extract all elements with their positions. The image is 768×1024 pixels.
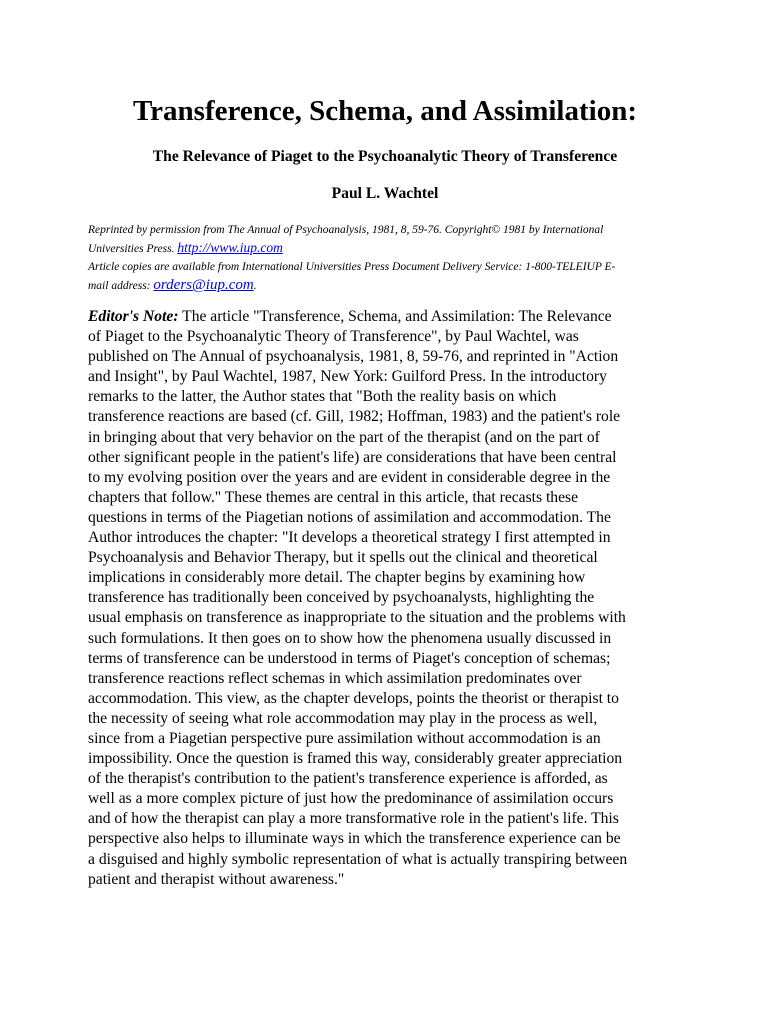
- editor-note-line: impossibility. Once the question is framed this way, considerably greater appreciation: [88, 750, 623, 768]
- editor-note-line: perspective also helps to illuminate ways in which the transference experience can be: [88, 830, 621, 848]
- editor-note-line: of Piaget to the Psychoanalytic Theory of Transference", by Paul Wachtel, was: [88, 328, 579, 346]
- document-title: Transference, Schema, and Assimilation:: [132, 95, 637, 127]
- reprint-line-2-text: Universities Press.: [88, 243, 178, 255]
- editor-note-line: Psychoanalysis and Behavior Therapy, but it spells out the clinical and theoretical: [88, 549, 598, 567]
- editor-note-line: published on The Annual of psychoanalysis, 1981, 8, 59-76, and reprinted in "Action: [88, 348, 619, 366]
- editor-note-line: transference has traditionally been conceived by psychoanalysts, highlighting the: [88, 589, 595, 607]
- editor-note-line: implications in considerably more detail. The chapter begins by examining how: [88, 569, 586, 587]
- editor-note-line: usual emphasis on transference as inappropriate to the situation and the problems with: [88, 609, 626, 627]
- editor-note-line: transference reactions are based (cf. Gill, 1982; Hoffman, 1983) and the patient's role: [88, 408, 621, 426]
- editor-note-line: in bringing about that very behavior on the part of the therapist (and on the part of: [88, 428, 600, 446]
- editor-note-line: accommodation. This view, as the chapter develops, points the theorist or therapist to: [88, 689, 619, 707]
- editor-note-line: other significant people in the patient's life) are considerations that have been central: [88, 448, 617, 466]
- editor-note-line: patient and therapist without awareness.": [88, 870, 345, 888]
- editor-note-text: The article "Transference, Schema, and Assimilation: The Relevance: [178, 308, 612, 325]
- reprint-line-4-suffix: .: [253, 280, 257, 292]
- editor-note-line: to my evolving position over the years and are evident in considerable degree in the: [88, 468, 611, 486]
- editor-note-line: questions in terms of the Piagetian notions of assimilation and accommodation. The: [88, 508, 611, 526]
- reprint-line-4: [88, 276, 682, 295]
- email-link[interactable]: orders@iup.com: [153, 277, 254, 293]
- editor-note-line: [88, 307, 682, 327]
- editor-note-line: remarks to the latter, the Author states that "Both the reality basis on which: [88, 388, 557, 406]
- editor-note-line: transference reactions reflect schemas in which assimilation predominates over: [88, 669, 582, 687]
- editor-note-line: and Insight", by Paul Wachtel, 1987, New York: Guilford Press. In the introductory: [88, 368, 607, 386]
- editor-note-line: the necessity of seeing what role accommodation may play in the process as well,: [88, 709, 598, 727]
- editor-note-label: Editor's Note:: [88, 308, 179, 325]
- editor-note: [88, 307, 682, 890]
- reprint-notice: [88, 221, 682, 295]
- editor-note-line: such formulations. It then goes on to show how the phenomena usually discussed in: [88, 629, 612, 647]
- website-link[interactable]: http://www.iup.com: [177, 240, 283, 255]
- editor-note-line: and of how the therapist can play a more transformative role in the patient's life. This: [88, 810, 619, 828]
- editor-note-line: well as a more complex picture of just how the predominance of assimilation occurs: [88, 790, 614, 808]
- author-name: Paul L. Wachtel: [331, 185, 439, 202]
- editor-note-line: of the therapist's contribution to the patient's transference experience is afforded, as: [88, 770, 608, 788]
- reprint-line-4-text: mail address:: [88, 280, 154, 292]
- reprint-line-1: Reprinted by permission from The Annual of Psychoanalysis, 1981, 8, 59-76. Copyright© 1981 by International: [88, 224, 604, 236]
- editor-note-line: since from a Piagetian perspective pure assimilation without accommodation is an: [88, 729, 601, 747]
- reprint-line-2: [88, 239, 682, 258]
- editor-note-line: Author introduces the chapter: "It develops a theoretical strategy I first attempted in: [88, 529, 611, 547]
- document-subtitle: The Relevance of Piaget to the Psychoanalytic Theory of Transference: [152, 148, 618, 165]
- reprint-line-3: Article copies are available from International Universities Press Document Delivery Service: 1-800-TELEIUP E-: [88, 261, 616, 273]
- editor-note-line: chapters that follow." These themes are central in this article, that recasts these: [88, 488, 579, 506]
- editor-note-line: terms of transference can be understood in terms of Piaget's conception of schemas;: [88, 649, 611, 667]
- editor-note-line: a disguised and highly symbolic representation of what is actually transpiring between: [88, 850, 628, 868]
